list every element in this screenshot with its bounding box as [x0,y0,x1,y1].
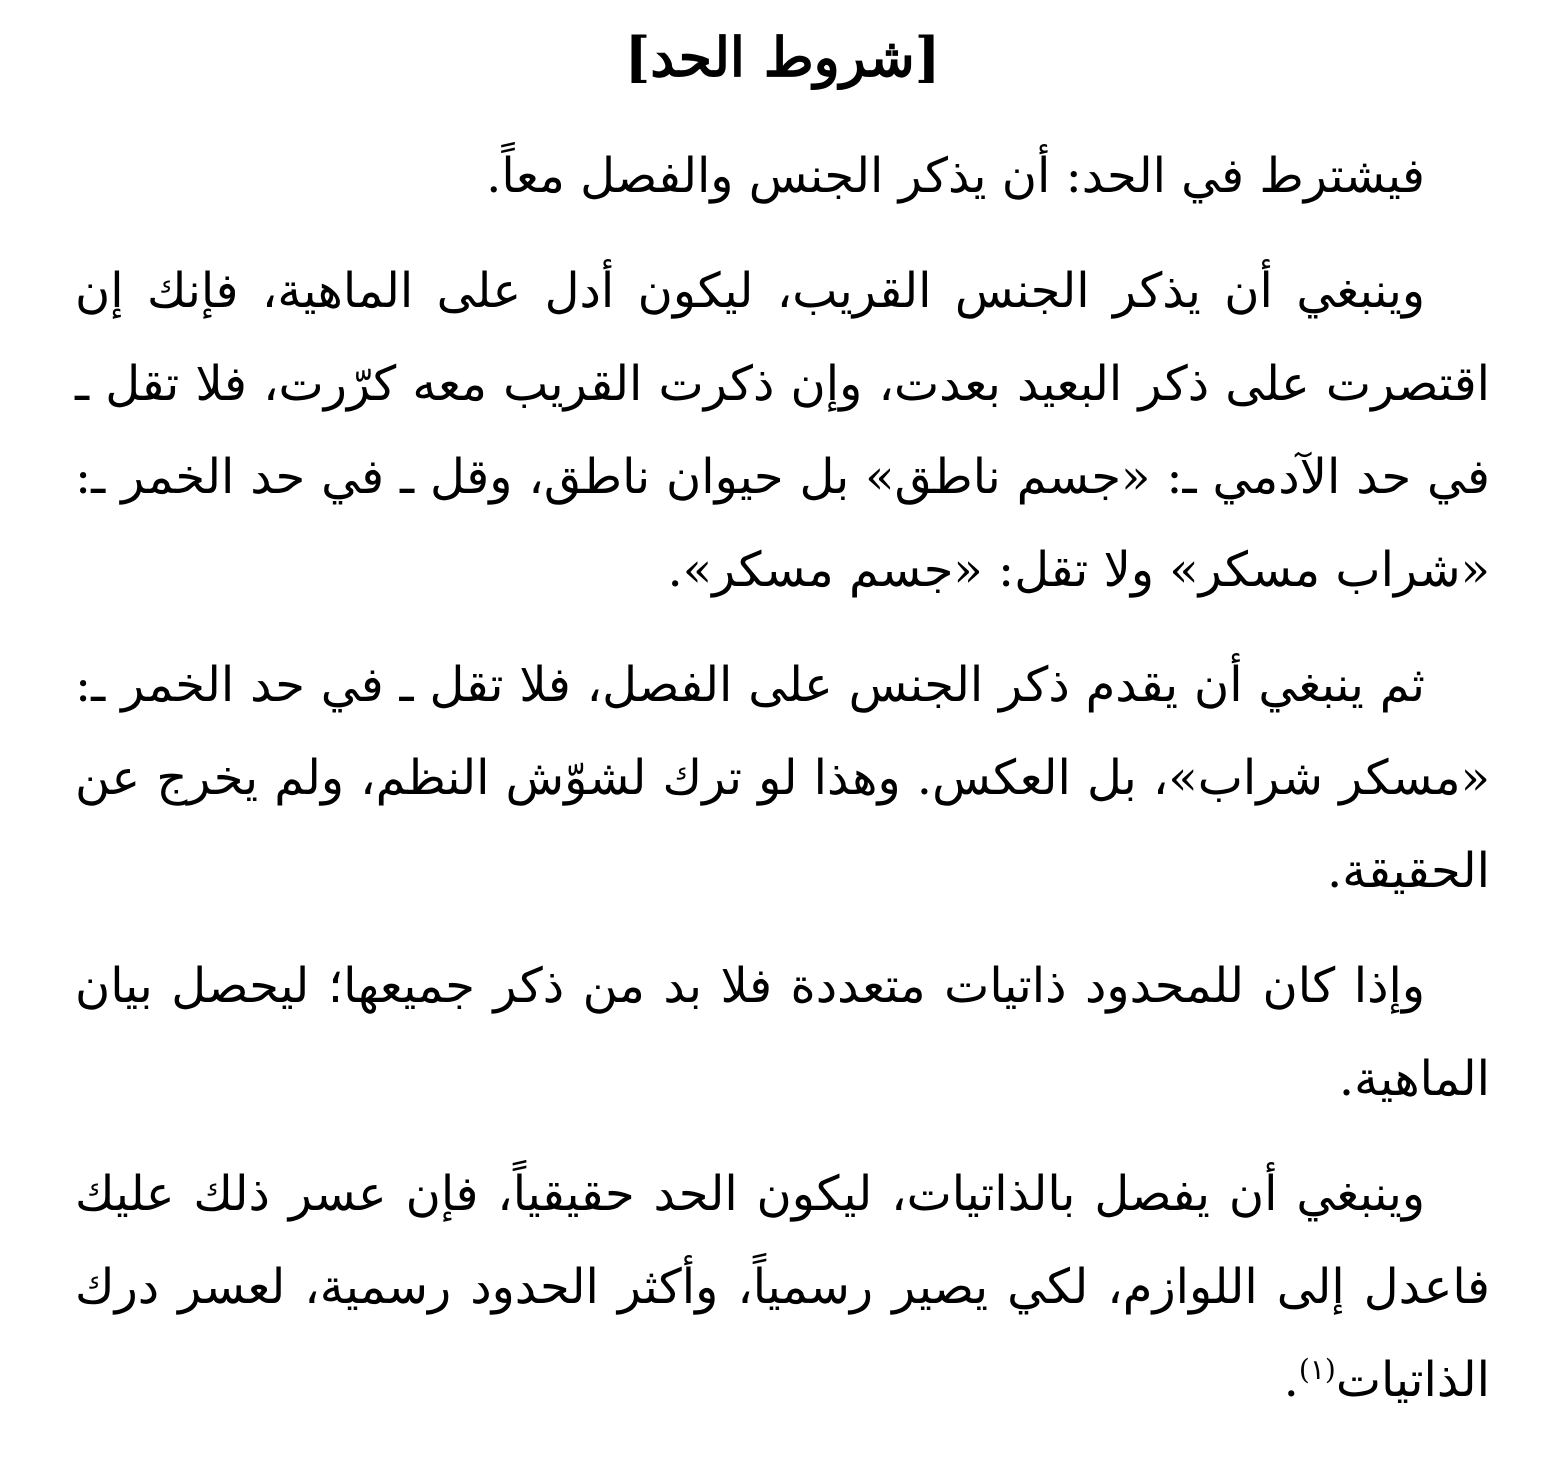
paragraph-5-end: . [1283,1352,1299,1409]
section-title: [شروط الحد] [624,25,941,89]
paragraph-1: فيشترط في الحد: أن يذكر الجنس والفصل معاً. [486,148,1425,205]
paragraph-4: وإذا كان للمحدود ذاتيات متعددة فلا بد من ذكر جميعها؛ ليحصل بيان الماهية. [75,958,1490,1108]
paragraph-5-text: وينبغي أن يفصل بالذاتيات، ليكون الحد حقيقياً، فإن عسر ذلك عليك فاعدل إلى اللوازم، لكي يصير رسمياً، وأكثر الحدود رسمية، لعسر درك الذاتيات [75,1166,1490,1409]
footnote-reference[interactable]: (١) [1298,1353,1336,1387]
paragraph-5 [75,1148,1490,1427]
paragraph-3: ثم ينبغي أن يقدم ذكر الجنس على الفصل، فلا تقل ـ في حد الخمر ـ: «مسكر شراب»، بل العكس. وهذا لو ترك لشوّش النظم، ولم يخرج عن الحقيقة. [75,657,1490,900]
paragraph-2: وينبغي أن يذكر الجنس القريب، ليكون أدل على الماهية، فإنك إن اقتصرت على ذكر البعيد بعدت، وإن ذكرت القريب معه كرّرت، فلا تقل ـ في حد الآدمي ـ: «جسم ناطق» بل حيوان ناطق، وقل ـ في حد الخمر ـ: «شراب مسكر» ولا تقل: «جسم مسكر». [75,263,1490,599]
